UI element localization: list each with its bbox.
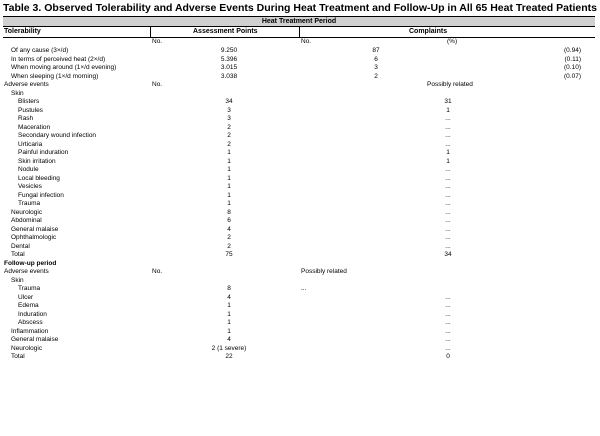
related-value: ... xyxy=(301,285,307,292)
related-value: ... xyxy=(445,208,451,216)
row-label: Rash xyxy=(18,115,34,122)
count-value: 2 xyxy=(227,234,231,241)
row-label: Total xyxy=(11,251,25,258)
row-label: Maceration xyxy=(18,123,51,131)
related-value: ... xyxy=(445,140,451,148)
related-value: ... xyxy=(445,217,451,224)
row-label: Local bleeding xyxy=(18,174,60,182)
related-value: ... xyxy=(445,293,451,301)
complaints-pct: (0.10) xyxy=(564,64,581,71)
count-value: 1 xyxy=(227,149,231,156)
row-label: When moving around (1×/d evening) xyxy=(11,64,117,71)
related-value: ... xyxy=(445,302,451,309)
count-value: 1 xyxy=(227,200,231,207)
related-value: ... xyxy=(445,183,451,190)
related-value: 0 xyxy=(446,353,450,360)
row-label: Secondary wound infection xyxy=(18,132,97,139)
table-title: Table 3. Observed Tolerability and Adverse Events During Heat Treatment and Follow-Up in All 65 Heat Treated Patients xyxy=(3,2,597,14)
subheader-no: No. xyxy=(152,81,163,88)
assessment-value: 3.015 xyxy=(220,64,238,71)
complaints-no: 2 xyxy=(374,72,378,80)
count-value: 1 xyxy=(227,174,231,182)
count-value: 2 xyxy=(227,242,231,250)
count-value: 4 xyxy=(227,225,231,233)
subheader-row xyxy=(3,37,595,46)
subheader-no: No. xyxy=(301,38,312,45)
related-value: ... xyxy=(445,174,451,182)
row-label: Nodule xyxy=(18,166,39,173)
group-label: Skin xyxy=(11,276,24,284)
count-value: 1 xyxy=(227,166,231,173)
related-value: ... xyxy=(445,191,451,199)
related-value: ... xyxy=(445,115,451,122)
row-label: Induration xyxy=(18,310,47,318)
count-value: 4 xyxy=(227,293,231,301)
row-label: Edema xyxy=(18,302,39,309)
row-label: Total xyxy=(11,353,25,360)
row-label: Ulcer xyxy=(18,293,34,301)
count-value: 34 xyxy=(225,98,233,105)
col-tolerability: Tolerability xyxy=(4,28,41,35)
related-value: ... xyxy=(445,166,451,173)
complaints-pct: (0.07) xyxy=(564,72,581,80)
related-value: 1 xyxy=(446,149,450,156)
related-value: ... xyxy=(445,327,451,335)
subheader-related: Possibly related xyxy=(301,268,347,275)
count-value: 4 xyxy=(227,336,231,343)
related-value: ... xyxy=(445,132,451,139)
row-label: Ophthalmologic xyxy=(11,234,57,241)
complaints-pct: (0.11) xyxy=(564,55,581,63)
followup-row xyxy=(3,352,595,361)
related-value: 34 xyxy=(444,251,452,258)
related-value: ... xyxy=(445,123,451,131)
section-label: Adverse events xyxy=(4,81,49,88)
subheader-related: Possibly related xyxy=(427,81,473,88)
row-label: Vesicles xyxy=(18,183,42,190)
related-value: ... xyxy=(445,319,451,326)
count-value: 2 xyxy=(227,140,231,148)
complaints-no: 87 xyxy=(372,47,380,54)
row-label: When sleeping (1×/d morning) xyxy=(11,72,99,80)
row-label: Abdominal xyxy=(11,217,42,224)
assessment-value: 3.038 xyxy=(220,72,238,80)
count-value: 1 xyxy=(227,302,231,309)
subheader-no: No. xyxy=(152,268,163,275)
row-label: In terms of perceived heat (2×/d) xyxy=(11,55,106,63)
subheader-pct: (%) xyxy=(447,38,458,45)
related-value: 1 xyxy=(446,106,450,114)
related-value: ... xyxy=(445,200,451,207)
complaints-no: 6 xyxy=(374,55,378,63)
count-value: 1 xyxy=(227,310,231,318)
count-value: 8 xyxy=(227,285,231,292)
count-value: 3 xyxy=(227,115,231,122)
complaints-no: 3 xyxy=(374,64,378,71)
count-value: 22 xyxy=(225,353,233,360)
count-value: 1 xyxy=(227,319,231,326)
row-label: Trauma xyxy=(18,200,41,207)
related-value: ... xyxy=(445,225,451,233)
col-divider xyxy=(299,26,300,37)
row-label: Neurologic xyxy=(11,208,43,216)
row-label: Of any cause (3×/d) xyxy=(11,47,69,54)
col-assessment-points: Assessment Points xyxy=(193,28,258,35)
related-value: ... xyxy=(445,234,451,241)
subheader-no: No. xyxy=(152,38,163,45)
group-label: Skin xyxy=(11,89,24,97)
section-title: Follow-up period xyxy=(4,259,57,267)
related-value: ... xyxy=(445,242,451,250)
row-label: Dental xyxy=(11,242,30,250)
count-value: 1 xyxy=(227,327,231,335)
section-label: Adverse events xyxy=(4,268,49,275)
row-label: General malaise xyxy=(11,225,59,233)
count-value: 6 xyxy=(227,217,231,224)
count-value: 3 xyxy=(227,106,231,114)
count-value: 2 (1 severe) xyxy=(211,344,247,352)
count-value: 2 xyxy=(227,123,231,131)
row-label: Fungal infection xyxy=(18,191,64,199)
count-value: 2 xyxy=(227,132,231,139)
count-value: 75 xyxy=(225,251,233,258)
row-label: Pustules xyxy=(18,106,43,114)
row-label: Blisters xyxy=(18,98,40,105)
row-label: Urticaria xyxy=(18,140,43,148)
related-value: ... xyxy=(445,310,451,318)
count-value: 1 xyxy=(227,183,231,190)
count-value: 1 xyxy=(227,157,231,165)
assessment-value: 9.250 xyxy=(220,47,238,54)
complaints-pct: (0.94) xyxy=(564,47,581,54)
row-label: Painful induration xyxy=(18,149,69,156)
col-complaints: Complaints xyxy=(409,28,448,35)
related-value: ... xyxy=(445,344,451,352)
col-divider xyxy=(150,26,151,37)
row-label: Inflammation xyxy=(11,327,49,335)
row-label: Trauma xyxy=(18,285,41,292)
related-value: 1 xyxy=(446,157,450,165)
assessment-value: 5.396 xyxy=(220,55,238,63)
count-value: 8 xyxy=(227,208,231,216)
period-header: Heat Treatment Period xyxy=(3,16,595,26)
row-label: General malaise xyxy=(11,336,59,343)
row-label: Skin irritation xyxy=(18,157,56,165)
count-value: 1 xyxy=(227,191,231,199)
row-label: Abscess xyxy=(18,319,43,326)
row-label: Neurologic xyxy=(11,344,43,352)
related-value: ... xyxy=(445,336,451,343)
related-value: 31 xyxy=(444,98,452,105)
